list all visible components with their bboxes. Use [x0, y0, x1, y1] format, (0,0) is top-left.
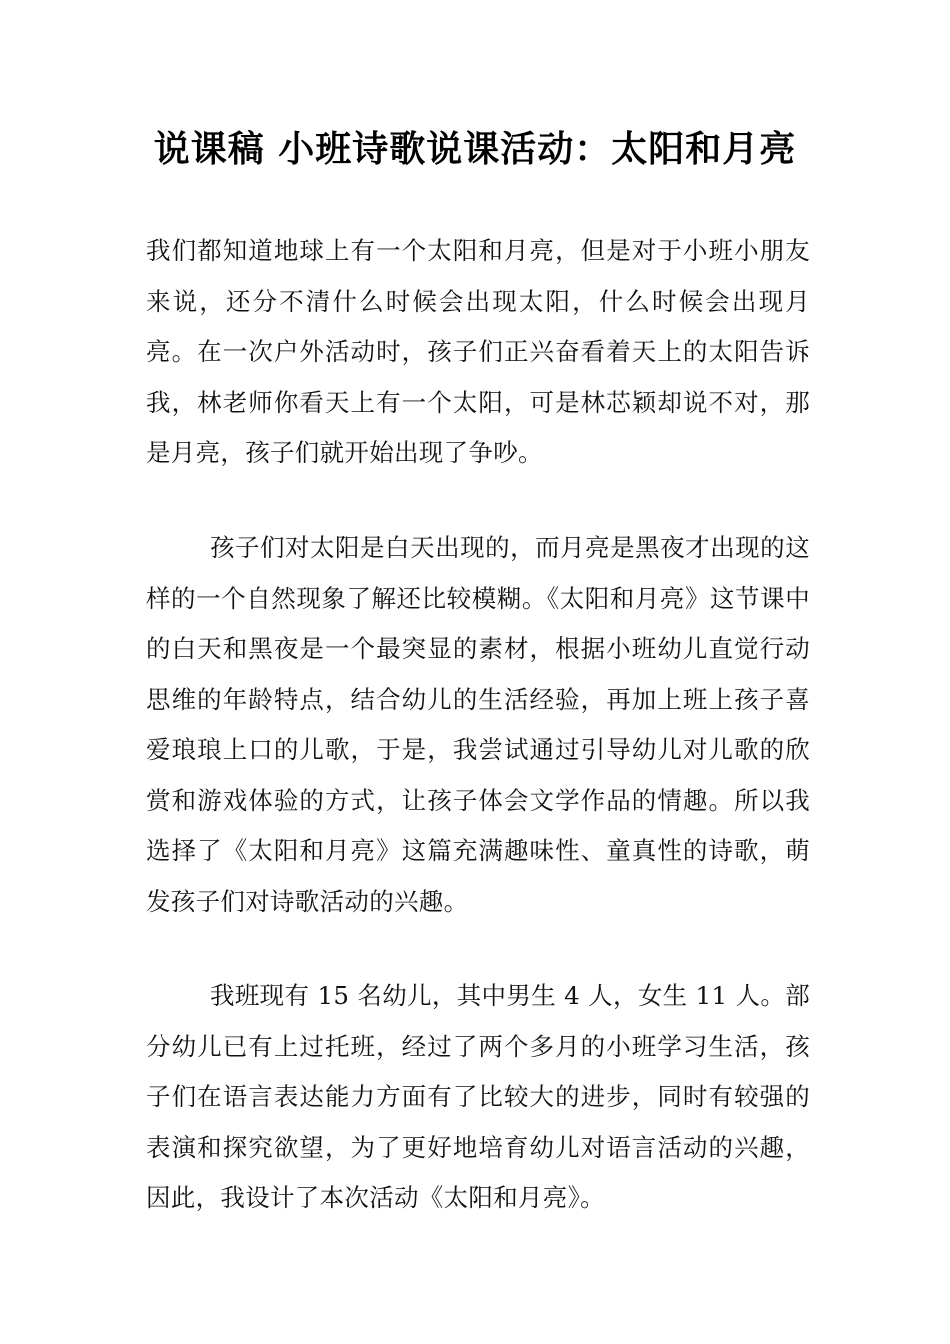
paragraph-rationale: 孩子们对太阳是白天出现的，而月亮是黑夜才出现的这样的一个自然现象了解还比较模糊。《太阳和月亮》这节课中的白天和黑夜是一个最突显的素材，根据小班幼儿直觉行动思维的年龄特点，结合幼儿的生活经验，再加上班上孩子喜爱琅琅上口的儿歌，于是，我尝试通过引导幼儿对儿歌的欣赏和游戏体验的方式，让孩子体会文学作品的情趣。所以我选择了《太阳和月亮》这篇充满趣味性、童真性的诗歌，萌发孩子们对诗歌活动的兴趣。: [146, 533, 810, 916]
paragraph-intro: 我们都知道地球上有一个太阳和月亮，但是对于小班小朋友来说，还分不清什么时候会出现太阳，什么时候会出现月亮。在一次户外活动时，孩子们正兴奋看着天上的太阳告诉我，林老师你看天上有一个太阳，可是林芯颖却说不对，那是月亮，孩子们就开始出现了争吵。: [146, 236, 810, 467]
paragraph-class-analysis: 我班现有 15 名幼儿，其中男生 4 人，女生 11 人。部分幼儿已有上过托班，经过了两个多月的小班学习生活，孩子们在语言表达能力方面有了比较大的进步，同时有较强的表演和探究欲望，为了更好地培育幼儿对语言活动的兴趣，因此，我设计了本次活动《太阳和月亮》。: [146, 981, 810, 1212]
document-title: 说课稿 小班诗歌说课活动：太阳和月亮: [153, 129, 797, 170]
